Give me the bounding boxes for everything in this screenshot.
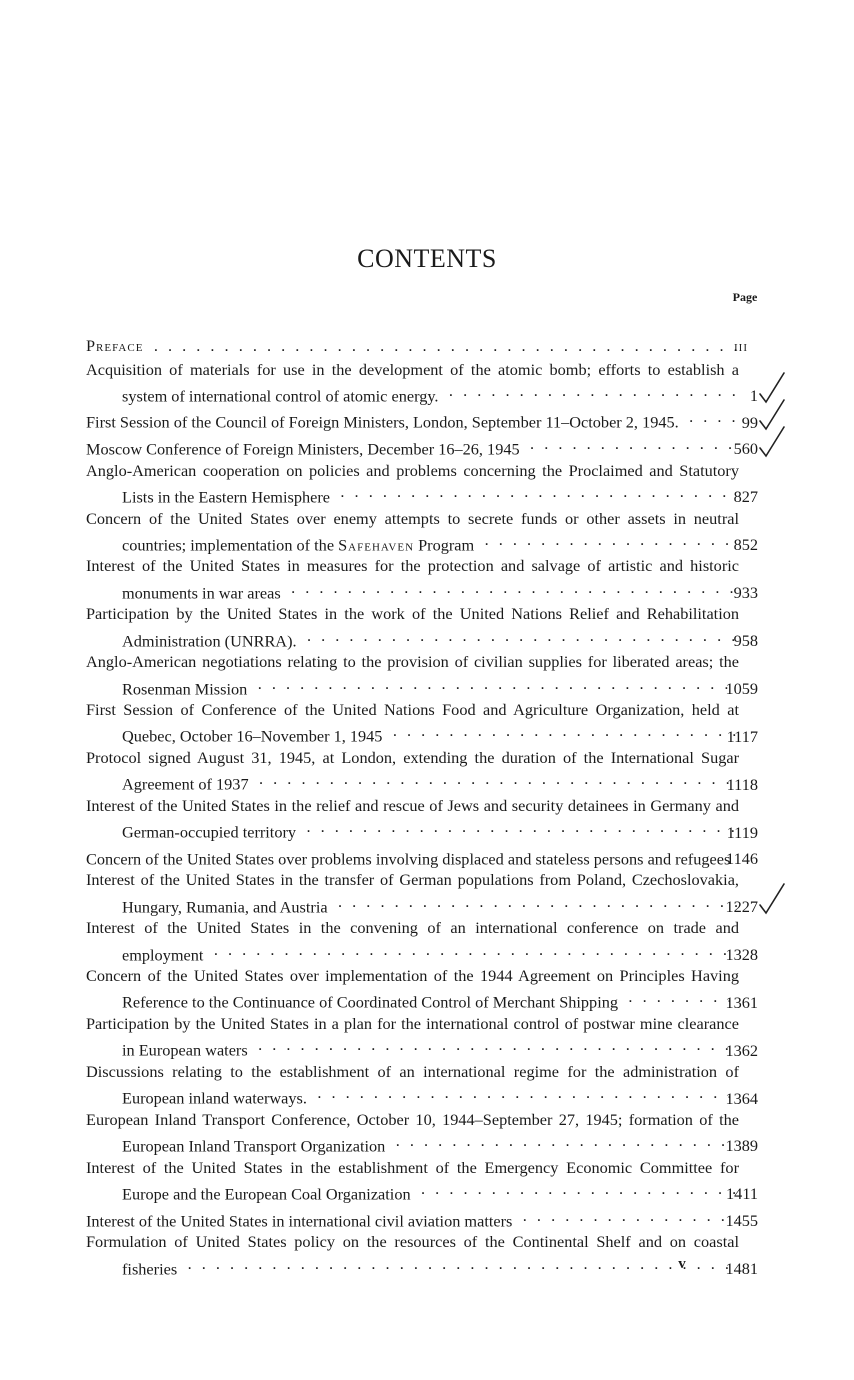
toc-entry-title: Interest of the United States in the convening of an international conference on trade and employment bbox=[86, 918, 739, 964]
dot-leader bbox=[439, 380, 738, 401]
dot-leader bbox=[249, 768, 737, 789]
toc-page-number: 1411 bbox=[726, 1184, 758, 1204]
toc-entry[interactable] bbox=[86, 1231, 806, 1279]
toc-entry[interactable] bbox=[86, 917, 806, 965]
dot-leader bbox=[281, 577, 737, 598]
toc-entry[interactable] bbox=[86, 433, 806, 460]
toc-page-number: 1146 bbox=[726, 849, 758, 869]
toc-entry-title: Interest of the United States in the relief and rescue of Jews and security detainees in Germany and German-occupied territory bbox=[86, 795, 739, 842]
toc-page-number: 1481 bbox=[725, 1258, 758, 1278]
toc-page-number: 99 bbox=[741, 412, 758, 432]
toc-entry[interactable] bbox=[86, 965, 806, 1013]
toc-entry[interactable] bbox=[86, 1013, 806, 1061]
toc-page-number: 827 bbox=[733, 487, 758, 507]
toc-entry-title: Concern of the United States over enemy attempts to secrete funds or other assets in neutral countries; implementation of the Safehaven Program bbox=[86, 508, 739, 555]
dot-leader bbox=[177, 1253, 737, 1274]
toc-entry-title: Participation by the United States in a plan for the international control of postwar mine clearance in European waters bbox=[86, 1014, 739, 1060]
toc-page-number: 1389 bbox=[725, 1136, 758, 1156]
toc-entry[interactable] bbox=[86, 406, 806, 433]
toc-entry-title: First Session of Conference of the United Nations Food and Agriculture Organization, held at Quebec, October 16–November 1, 1945 bbox=[86, 700, 739, 746]
toc-entry[interactable] bbox=[86, 747, 806, 795]
toc-entry[interactable] bbox=[86, 1061, 806, 1109]
toc-page-number: 1118 bbox=[726, 774, 758, 794]
toc-page-number: 1117 bbox=[726, 726, 758, 746]
page-title: CONTENTS bbox=[357, 244, 497, 273]
dot-leader bbox=[248, 1034, 737, 1055]
dot-leader bbox=[143, 335, 739, 356]
toc-entry-title: Concern of the United States over problems involving displaced and stateless persons and refugees bbox=[86, 849, 731, 869]
toc-entry[interactable] bbox=[86, 555, 806, 603]
toc-entry-title: Interest of the United States in the transfer of German populations from Poland, Czechoslovakia, Hungary, Rumania, and Austria bbox=[86, 870, 739, 916]
toc-entry[interactable] bbox=[86, 869, 806, 917]
toc-entry-title: Anglo-American cooperation on policies and problems concerning the Proclaimed and Statutory Lists in the Eastern Hemisphere bbox=[86, 460, 739, 507]
toc-page-number: 1361 bbox=[725, 992, 758, 1012]
toc-entry[interactable] bbox=[86, 460, 806, 508]
preface-page-number: iii bbox=[734, 336, 748, 356]
toc-page-number: 1227 bbox=[725, 896, 758, 916]
toc-entry-title: Interest of the United States in the establishment of the Emergency Economic Committee for Europe and the European Coal Organization bbox=[86, 1157, 739, 1204]
toc-entry-title: First Session of the Council of Foreign Ministers, London, September 11–October 2, 1945. bbox=[86, 412, 679, 432]
dot-leader bbox=[328, 891, 737, 912]
toc-entry-title: Concern of the United States over implementation of the 1944 Agreement on Principles Having Reference to the Continuance of Coordinated Control of Merchant Shipping bbox=[86, 966, 739, 1012]
dot-leader bbox=[385, 1130, 737, 1151]
dot-leader bbox=[247, 673, 737, 694]
dot-leader bbox=[411, 1178, 737, 1199]
table-of-contents bbox=[86, 314, 806, 1279]
dot-leader bbox=[203, 939, 737, 960]
toc-entry[interactable] bbox=[86, 699, 806, 747]
dot-leader bbox=[382, 720, 737, 741]
toc-entry-title: Moscow Conference of Foreign Ministers, December 16–26, 1945 bbox=[86, 439, 520, 459]
toc-entry[interactable] bbox=[86, 795, 806, 843]
toc-page-number: 852 bbox=[733, 535, 758, 555]
dot-leader bbox=[330, 481, 737, 502]
toc-page-number: 1328 bbox=[725, 944, 758, 964]
toc-page-number: 560 bbox=[733, 439, 758, 459]
toc-entry[interactable] bbox=[86, 1205, 806, 1232]
toc-page-number: 1119 bbox=[726, 822, 758, 842]
handwritten-check-mark-icon bbox=[758, 881, 786, 915]
toc-entry-title: Interest of the United States in measures for the protection and salvage of artistic and historic monuments in war areas bbox=[86, 556, 739, 603]
toc-page-number: 1362 bbox=[725, 1040, 758, 1060]
preface-label: Preface bbox=[86, 336, 144, 356]
page-folio: v bbox=[678, 1256, 686, 1272]
dot-leader bbox=[307, 1082, 737, 1103]
toc-entry[interactable] bbox=[86, 603, 806, 651]
toc-entry[interactable] bbox=[86, 359, 806, 407]
preface-entry[interactable] bbox=[86, 335, 806, 356]
toc-page-number: 958 bbox=[733, 630, 758, 650]
toc-entry[interactable] bbox=[86, 508, 806, 556]
toc-page-number: 933 bbox=[733, 583, 758, 603]
handwritten-check-mark-icon bbox=[758, 424, 786, 458]
toc-entry[interactable] bbox=[86, 843, 806, 870]
toc-entry[interactable] bbox=[86, 651, 806, 699]
toc-entry-title: Protocol signed August 31, 1945, at London, extending the duration of the International Sugar Agreement of 1937 bbox=[86, 748, 739, 794]
toc-entry-title: Interest of the United States in international civil aviation matters bbox=[86, 1210, 513, 1230]
toc-page-number: 1059 bbox=[725, 678, 758, 698]
toc-entry-title: European Inland Transport Conference, October 10, 1944–September 27, 1945; formation of the European Inland Transport Organization bbox=[86, 1109, 739, 1156]
toc-entry-title: Participation by the United States in the work of the United Nations Relief and Rehabilitation Administration (UNRRA). bbox=[86, 604, 739, 650]
toc-entry-title: Discussions relating to the establishment of an international regime for the administration of European inland waterways. bbox=[86, 1061, 739, 1108]
page-column-header: Page bbox=[732, 290, 758, 304]
toc-page-number: 1455 bbox=[725, 1210, 758, 1230]
toc-page-number: 1 bbox=[749, 386, 758, 406]
toc-entry-title: Formulation of United States policy on the resources of the Continental Shelf and on coastal fisheries bbox=[86, 1232, 739, 1278]
dot-leader bbox=[296, 816, 737, 837]
toc-page-number: 1364 bbox=[725, 1088, 758, 1108]
toc-entry[interactable] bbox=[86, 1109, 806, 1157]
dot-leader bbox=[297, 625, 737, 646]
toc-entry[interactable] bbox=[86, 1157, 806, 1205]
toc-entry-title: Acquisition of materials for use in the development of the atomic bomb; efforts to establish a system of international control of atomic energy. bbox=[86, 359, 739, 406]
toc-entry-title: Anglo-American negotiations relating to the provision of civilian supplies for liberated areas; the Rosenman Mission bbox=[86, 652, 739, 698]
